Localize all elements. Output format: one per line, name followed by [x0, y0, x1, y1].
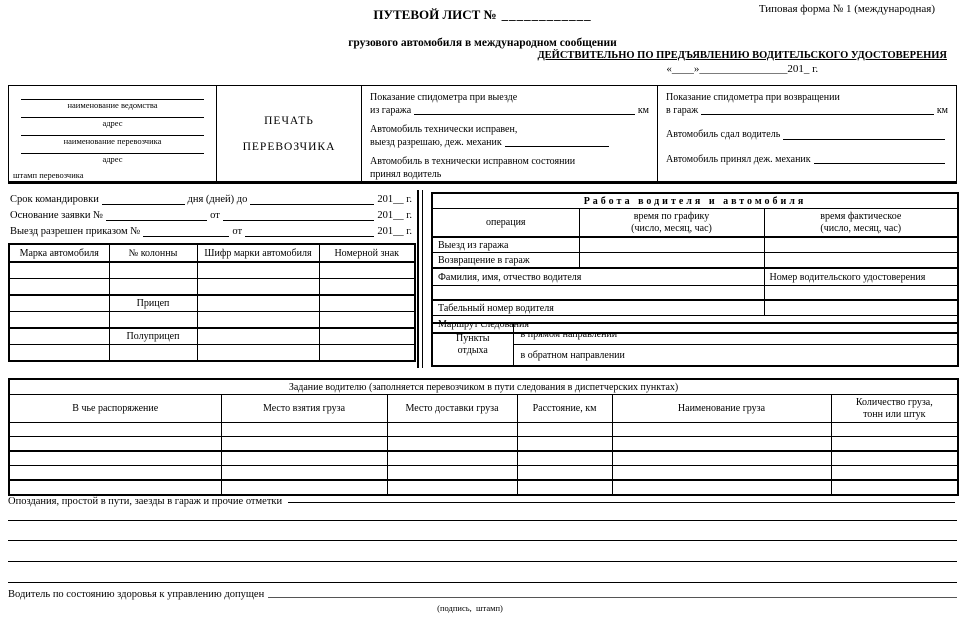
- validity-note: [537, 50, 947, 75]
- driver-handed-line: [666, 129, 948, 142]
- empty-cell: [517, 423, 612, 437]
- driver-accept-label-2: принял водитель: [370, 168, 442, 180]
- task-table-title: Задание водителю (заполняется перевозчиком в пути следования в диспетчерских пунктах): [9, 379, 958, 395]
- route-label: Маршрут следования: [432, 316, 958, 334]
- speedometer-in-line: [666, 105, 948, 118]
- empty-cell: [319, 328, 415, 345]
- empty-cell: [764, 300, 958, 316]
- carrier-seal-cell: [217, 86, 362, 181]
- empty-cell: [197, 295, 319, 312]
- empty-cell: [109, 345, 197, 362]
- empty-cell: [764, 253, 958, 269]
- label: Автомобиль принял деж. механик: [666, 153, 811, 165]
- garage-return-row: [432, 253, 958, 269]
- empty-cell: [9, 437, 221, 452]
- personnel-number-row: [432, 300, 958, 316]
- empty-cell: [197, 328, 319, 345]
- empty-cell: [9, 328, 109, 345]
- fill-line: [245, 236, 374, 237]
- table-row: [9, 451, 958, 466]
- col-header: В чье распоряжение: [9, 395, 221, 423]
- empty-cell: [517, 437, 612, 452]
- label: тонн или штук: [863, 408, 926, 420]
- rest-forward-row: [432, 323, 958, 345]
- empty-cell: [9, 480, 221, 495]
- label: (число, месяц, час): [820, 222, 902, 234]
- empty-cell: [9, 345, 109, 362]
- task-table-header: [9, 395, 958, 423]
- empty-cell: [579, 253, 764, 269]
- table-row: [9, 312, 415, 329]
- return-cell: [658, 86, 956, 181]
- empty-cell: [9, 262, 109, 279]
- empty-cell: [197, 279, 319, 296]
- trip-duration-line: [10, 192, 412, 208]
- vehicle-table: [8, 243, 416, 362]
- empty-cell: [319, 312, 415, 329]
- fill-line: [288, 502, 955, 503]
- carrier-stamp-caption: штамп перевозчика: [13, 170, 84, 180]
- label: дня (дней) до: [187, 194, 248, 205]
- col-header-actual: [764, 209, 958, 238]
- fill-line: [106, 220, 207, 221]
- empty-cell: [387, 451, 517, 466]
- empty-cell: [197, 262, 319, 279]
- unit-label: км: [637, 104, 649, 116]
- title-text: ПУТЕВОЙ ЛИСТ №: [373, 7, 497, 22]
- label: от: [210, 210, 220, 221]
- empty-cell: [579, 237, 764, 253]
- fill-line: [701, 114, 934, 115]
- ruled-line: [8, 561, 957, 562]
- empty-cell: [319, 295, 415, 312]
- forward-direction-label: в прямом направлении: [513, 323, 958, 345]
- delays-line: [8, 496, 957, 507]
- col-header: Расстояние, км: [517, 395, 612, 423]
- fill-line: [814, 163, 945, 164]
- empty-cell: [109, 262, 197, 279]
- driver-accept-label: Автомобиль в технически исправном состоянии: [370, 156, 576, 167]
- empty-cell: [197, 312, 319, 329]
- empty-cell: [831, 466, 958, 481]
- delays-label: Опоздания, простой в пути, заезды в гараж и прочие отметки: [8, 496, 283, 507]
- empty-cell: [612, 466, 831, 481]
- work-table-title: Работа водителя и автомобиля: [432, 193, 958, 209]
- empty-cell: [831, 437, 958, 452]
- fill-line: [505, 146, 609, 147]
- empty-cell: [9, 451, 221, 466]
- empty-cell: [319, 345, 415, 362]
- fill-line: [102, 204, 185, 205]
- col-header: Место взятия груза: [221, 395, 387, 423]
- trip-info: [10, 192, 412, 240]
- empty-cell: [221, 437, 387, 452]
- semitrailer-row: [9, 328, 415, 345]
- label: Основание заявки №: [10, 210, 104, 221]
- speedometer-out-label: Показание спидометра при выезде: [370, 92, 518, 103]
- empty-cell: [831, 423, 958, 437]
- label: время фактическое: [820, 210, 902, 222]
- label: время по графику: [633, 210, 710, 222]
- empty-cell: [319, 279, 415, 296]
- vehicle-table-header: [9, 244, 415, 262]
- table-row: [9, 262, 415, 279]
- table-row: [9, 437, 958, 452]
- fill-line: [783, 139, 945, 140]
- year-label: 201__ г.: [377, 194, 412, 205]
- garage-exit-row: [432, 237, 958, 253]
- empty-cell: [109, 279, 197, 296]
- task-table: [8, 378, 959, 496]
- unit-label: км: [936, 104, 948, 116]
- empty-cell: [612, 451, 831, 466]
- col-header: № колонны: [109, 244, 197, 262]
- section-divider: [417, 190, 423, 368]
- driver-name-row: [432, 268, 958, 286]
- title-number-blank: ____________: [501, 7, 592, 22]
- license-label: Номер водительского удостоверения: [764, 268, 958, 286]
- empty-cell: [387, 466, 517, 481]
- field-caption: адрес: [102, 154, 123, 164]
- trip-order-line: [10, 224, 412, 240]
- carrier-field: [9, 152, 216, 164]
- label: (число, месяц, час): [631, 222, 712, 234]
- table-row: [9, 480, 958, 495]
- page-subtitle: грузового автомобиля в международном сообщении: [348, 37, 617, 49]
- field-caption: наименование перевозчика: [63, 136, 162, 146]
- seal-line-1: ПЕЧАТЬ: [264, 114, 314, 127]
- year-label: 201__ г.: [377, 226, 412, 237]
- empty-cell: [831, 480, 958, 495]
- health-clearance-line: [8, 589, 957, 600]
- carrier-field: [9, 134, 216, 146]
- validity-text: ДЕЙСТВИТЕЛЬНО ПО ПРЕДЪЯВЛЕНИЮ ВОДИТЕЛЬСКОГО УДОСТОВЕРЕНИЯ: [537, 50, 947, 61]
- departure-cell: [362, 86, 658, 181]
- fill-line: [143, 236, 229, 237]
- signature-line: [268, 597, 957, 598]
- empty-cell: [9, 279, 109, 296]
- ruled-line: [8, 520, 957, 521]
- mechanic-accepted-line: [666, 154, 948, 167]
- table-row: [9, 423, 958, 437]
- row-label: Возвращение в гараж: [432, 253, 579, 269]
- fill-line: [223, 220, 375, 221]
- col-header: Шифр марки автомобиля: [197, 244, 319, 262]
- year-label: 201__ г.: [377, 210, 412, 221]
- table-row: [9, 466, 958, 481]
- speedometer-out-line: [370, 105, 649, 118]
- col-header-quantity: [831, 395, 958, 423]
- trailer-label: Прицеп: [109, 295, 197, 312]
- carrier-field: [9, 98, 216, 110]
- ruled-line: [8, 540, 957, 541]
- table-row: [432, 286, 958, 301]
- carrier-field: [9, 116, 216, 128]
- rest-points-table: [431, 322, 959, 367]
- label: от: [232, 226, 243, 237]
- col-header: Номерной знак: [319, 244, 415, 262]
- empty-cell: [319, 262, 415, 279]
- trailer-row: [9, 295, 415, 312]
- form-type-label: Типовая форма № 1 (международная): [758, 3, 935, 15]
- ruled-line: [8, 582, 957, 583]
- label: Выезд разрешен приказом №: [10, 226, 141, 237]
- personnel-number-label: Табельный номер водителя: [432, 300, 764, 316]
- signature-caption: (подпись, штамп): [437, 603, 503, 613]
- validity-date: «____»________________201_ г.: [666, 63, 819, 75]
- task-table-title-row: [9, 379, 958, 395]
- empty-cell: [197, 345, 319, 362]
- seal-line-2: ПЕРЕВОЗЧИКА: [242, 140, 336, 153]
- backward-direction-label: в обратном направлении: [513, 345, 958, 367]
- table-row: [9, 279, 415, 296]
- empty-cell: [517, 466, 612, 481]
- semitrailer-label: Полуприцеп: [109, 328, 197, 345]
- col-header: Наименование груза: [612, 395, 831, 423]
- col-header-scheduled: [579, 209, 764, 238]
- col-header-operation: операция: [432, 209, 579, 238]
- empty-cell: [9, 423, 221, 437]
- field-caption: адрес: [102, 118, 123, 128]
- empty-cell: [517, 480, 612, 495]
- empty-cell: [764, 237, 958, 253]
- empty-cell: [764, 286, 958, 301]
- work-table-header: [432, 209, 958, 238]
- row-label: Выезд из гаража: [432, 237, 579, 253]
- field-caption: наименование ведомства: [67, 100, 158, 110]
- trip-request-line: [10, 208, 412, 224]
- rest-points-label: Пункты отдыха: [432, 323, 513, 366]
- empty-cell: [612, 480, 831, 495]
- empty-cell: [221, 480, 387, 495]
- driver-name-label: Фамилия, имя, отчество водителя: [432, 268, 764, 286]
- empty-cell: [387, 437, 517, 452]
- health-label: Водитель по состоянию здоровья к управлению допущен: [8, 589, 265, 600]
- empty-cell: [387, 423, 517, 437]
- fill-line: [250, 204, 374, 205]
- col-header: Место доставки груза: [387, 395, 517, 423]
- label: Автомобиль сдал водитель: [666, 129, 781, 140]
- empty-cell: [221, 423, 387, 437]
- speedometer-in-label: Показание спидометра при возвращении: [666, 92, 840, 103]
- label: Срок командировки: [10, 194, 99, 205]
- label: Количество груза,: [855, 396, 933, 408]
- empty-cell: [831, 451, 958, 466]
- mechanic-sign-line: [370, 137, 649, 150]
- empty-cell: [221, 451, 387, 466]
- empty-cell: [9, 295, 109, 312]
- page-title: [0, 7, 965, 23]
- vehicle-ok-label: Автомобиль технически исправен,: [370, 124, 518, 135]
- label: выезд разрешаю, деж. механик: [370, 136, 502, 148]
- carrier-info-cell: [9, 86, 217, 181]
- empty-cell: [221, 466, 387, 481]
- table-row: [9, 345, 415, 362]
- empty-cell: [612, 437, 831, 452]
- empty-cell: [612, 423, 831, 437]
- label: из гаража: [370, 104, 412, 116]
- empty-cell: [387, 480, 517, 495]
- fill-line: [414, 114, 635, 115]
- empty-cell: [517, 451, 612, 466]
- empty-cell: [109, 312, 197, 329]
- work-table-title-row: [432, 193, 958, 209]
- empty-cell: [9, 466, 221, 481]
- col-header: Марка автомобиля: [9, 244, 109, 262]
- empty-cell: [432, 286, 764, 301]
- header-box: [8, 85, 957, 184]
- label: в гараж: [666, 104, 699, 116]
- empty-cell: [9, 312, 109, 329]
- driver-work-table: [431, 192, 959, 334]
